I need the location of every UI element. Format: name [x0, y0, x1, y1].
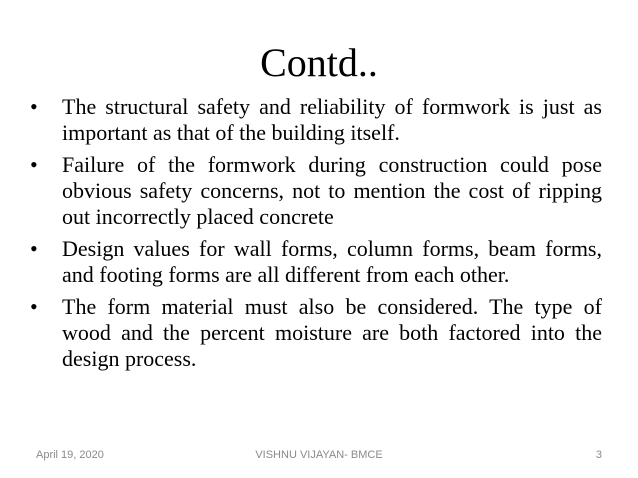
slide-title: Contd.. [260, 40, 378, 85]
footer-date: April 19, 2020 [36, 449, 104, 461]
footer-author: VISHNU VIJAYAN- BMCE [255, 449, 383, 461]
footer-page-number: 3 [595, 449, 602, 461]
bullet-text: Failure of the formwork during construction could pose obvious safety concerns, not to mention the cost of ripping out incorrectly placed concrete [62, 152, 602, 229]
bullet-item [28, 294, 602, 372]
bullet-marker: • [30, 152, 38, 177]
bullet-item [28, 236, 602, 288]
bullet-marker: • [30, 236, 38, 261]
bullet-item [28, 152, 602, 230]
bullet-list [28, 94, 602, 378]
bullet-marker: • [30, 294, 38, 319]
bullet-text: Design values for wall forms, column forms, beam forms, and footing forms are all different from each other. [62, 236, 602, 287]
bullet-text: The form material must also be considered. The type of wood and the percent moisture are both factored into the design process. [62, 294, 602, 371]
bullet-item [28, 94, 602, 146]
bullet-marker: • [30, 94, 38, 119]
bullet-text: The structural safety and reliability of formwork is just as important as that of the building itself. [62, 94, 602, 145]
